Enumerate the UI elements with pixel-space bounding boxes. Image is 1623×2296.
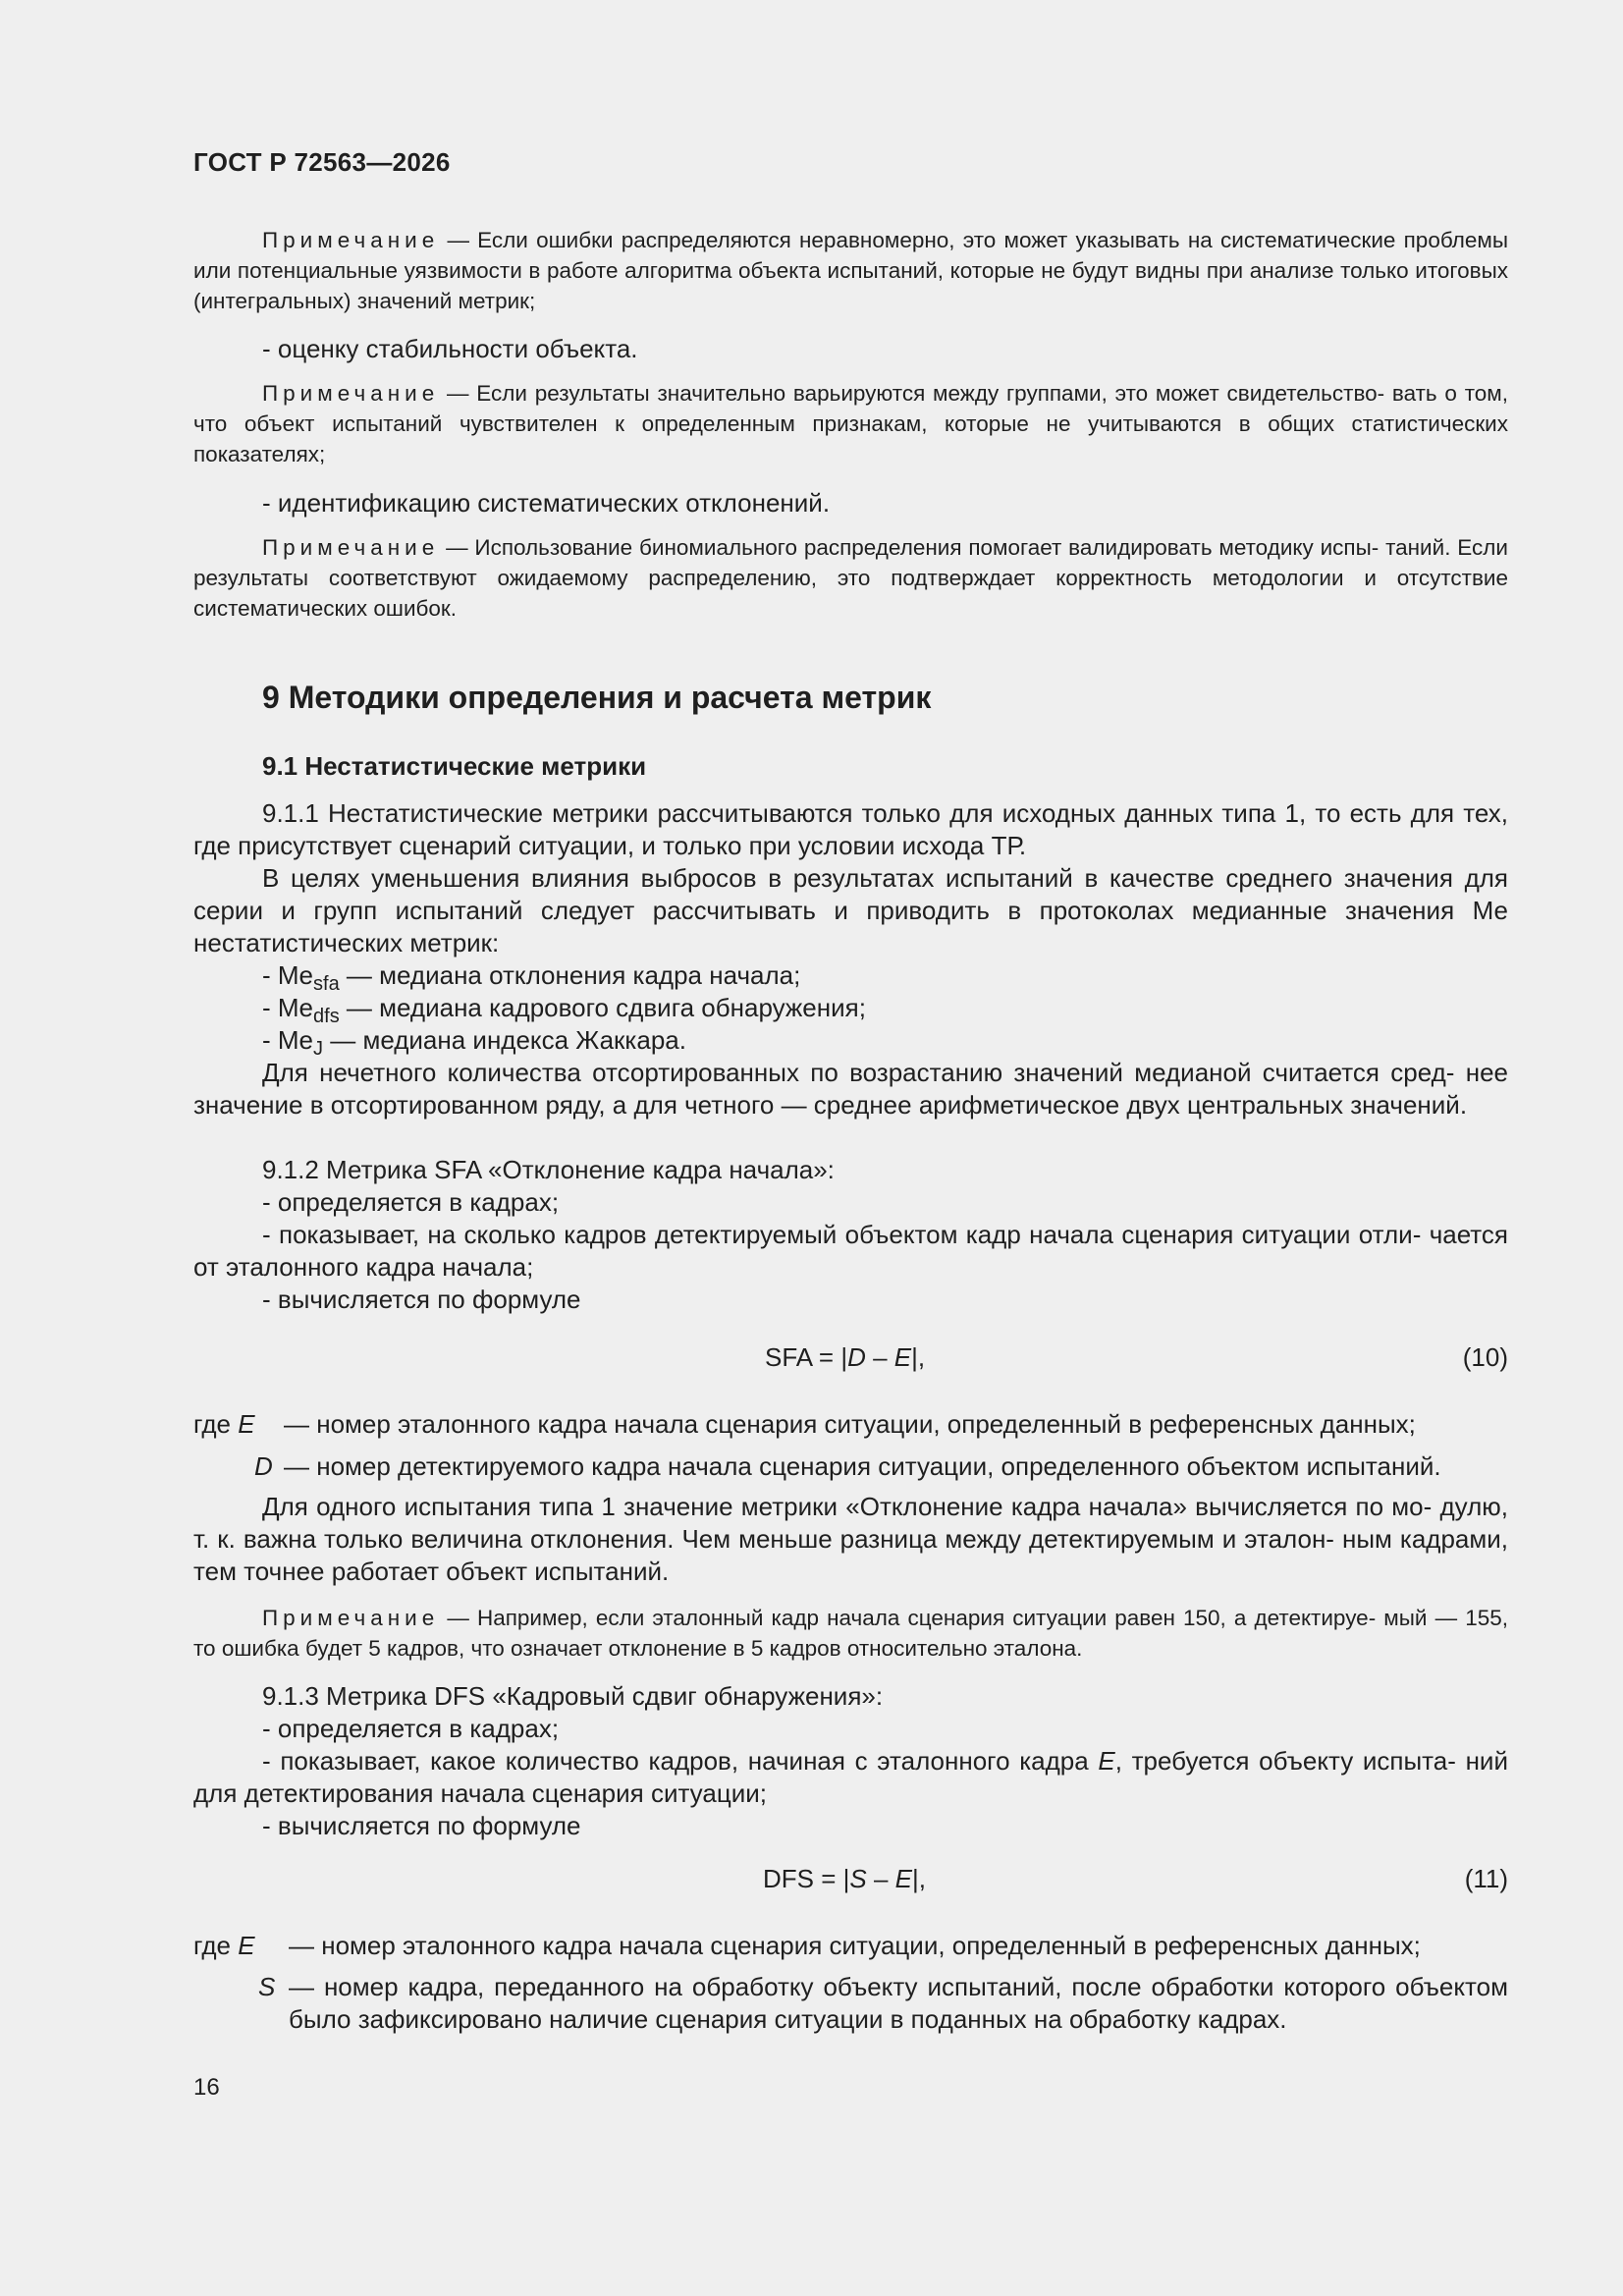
bullet-systematic: - идентификацию систематических отклонений. [262, 488, 831, 518]
note-label: Примечание [262, 228, 440, 252]
variable-s: S [258, 1972, 276, 2001]
formula-10-number: (10) [1462, 1342, 1508, 1372]
paragraph-median: В целях уменьшения влияния выбросов в результатах испытаний в качестве среднего значения для серии и групп испытаний следует рассчитывать и приводить в протоколах медианные значения Ме нестатистических метрик: [193, 863, 1508, 957]
note-1 [193, 225, 1508, 316]
note-label: Примечание [262, 381, 440, 406]
section-9-heading: 9 Методики определения и расчета метрик [262, 680, 932, 715]
page-number: 16 [193, 2074, 220, 2101]
where-label-2: где E [193, 1931, 255, 1960]
formula-10: SFA = |D – E|, [765, 1342, 926, 1372]
variable-d: D [254, 1451, 273, 1481]
median-item-sfa: - $Me_{sfa}$ — медиана отклонения кадра начала; [262, 960, 801, 995]
bullet-stability: - оценку стабильности объекта. [262, 334, 638, 363]
bullet-in-frames-2: - определяется в кадрах; [262, 1714, 560, 1743]
section-9-1-heading: 9.1 Нестатистические метрики [262, 751, 647, 781]
note-3 [193, 532, 1508, 624]
bullet-formula-2: - вычисляется по формуле [262, 1811, 581, 1840]
document-header: ГОСТ Р 72563—2026 [193, 147, 451, 177]
median-item-jaccard: - $Me_J$ — медиана индекса Жаккара. [262, 1025, 686, 1060]
median-item-dfs: - $Me_{dfs}$ — медиана кадрового сдвига обнаружения; [262, 993, 866, 1027]
note-4-text: — Например, если эталонный кадр начала сценария ситуации равен 150, а детектируе- мый — 155, то ошибка будет 5 кадров, что означает отклонение в 5 кадров относительно эталона. [193, 1606, 1508, 1661]
note-2 [193, 378, 1508, 469]
note-1-text: — Если ошибки распределяются неравномерно, это может указывать на систематические проблемы или потенциальные уязвимости в работе алгоритма объекта испытаний, которые не будут видны при анализе только итоговых (интегральных) значений метрик; [193, 228, 1508, 313]
note-label: Примечание [262, 535, 440, 560]
definition-d: — номер детектируемого кадра начала сценария ситуации, определенного объектом испытаний. [284, 1451, 1441, 1481]
definition-s: — номер кадра, переданного на обработку объекту испытаний, после обработки которого объектом было зафиксировано наличие сценария ситуации в поданных на обработку кадрах. [289, 1972, 1508, 2034]
note-4 [193, 1603, 1508, 1664]
paragraph-9-1-2: 9.1.2 Метрика SFA «Отклонение кадра начала»: [262, 1155, 835, 1184]
bullet-in-frames-1: - определяется в кадрах; [262, 1187, 560, 1217]
paragraph-single-test: Для одного испытания типа 1 значение метрики «Отклонение кадра начала» вычисляется по мо- дулю, т. к. важна только величина отклонения. Чем меньше разница между детектируемым и эталон- ным кадрами, тем точнее работает объект испытаний. [193, 1492, 1508, 1586]
paragraph-9-1-1: 9.1.1 Нестатистические метрики рассчитываются только для исходных данных типа 1, то есть для тех, где присутствует сценарий ситуации, и только при условии исхода ТР. [193, 798, 1508, 860]
bullet-formula-1: - вычисляется по формуле [262, 1285, 581, 1314]
bullet-shows-sfa: - показывает, на сколько кадров детектируемый объектом кадр начала сценария ситуации отли- чается от эталонного кадра начала; [193, 1220, 1508, 1282]
paragraph-odd-even: Для нечетного количества отсортированных по возрастанию значений медианой считается сред- нее значение в отсортированном ряду, а для четного — среднее арифметическое двух центральных значений. [193, 1058, 1508, 1120]
note-3-text: — Использование биномиального распределения помогает валидировать методику испы- таний. Если результаты соответствуют ожидаемому распределению, это подтверждает корректность методологии и отсутствие систематических ошибок. [193, 535, 1508, 621]
formula-11: DFS = |S – E|, [763, 1864, 926, 1893]
definition-e-2: — номер эталонного кадра начала сценария ситуации, определенный в референсных данных; [289, 1931, 1421, 1960]
note-2-text: — Если результаты значительно варьируются между группами, это может свидетельство- вать о том, что объект испытаний чувствителен к определенным признакам, которые не учитываются в общих статистических показателях; [193, 381, 1508, 466]
where-label-1: где E [193, 1409, 255, 1439]
definition-e-1: — номер эталонного кадра начала сценария ситуации, определенный в референсных данных; [284, 1409, 1416, 1439]
note-label: Примечание [262, 1606, 440, 1630]
paragraph-9-1-3: 9.1.3 Метрика DFS «Кадровый сдвиг обнаружения»: [262, 1681, 884, 1711]
formula-11-number: (11) [1464, 1864, 1508, 1893]
bullet-shows-dfs: - показывает, какое количество кадров, начиная с эталонного кадра E, требуется объекту испыта- ний для детектирования начала сценария ситуации; [193, 1746, 1508, 1808]
